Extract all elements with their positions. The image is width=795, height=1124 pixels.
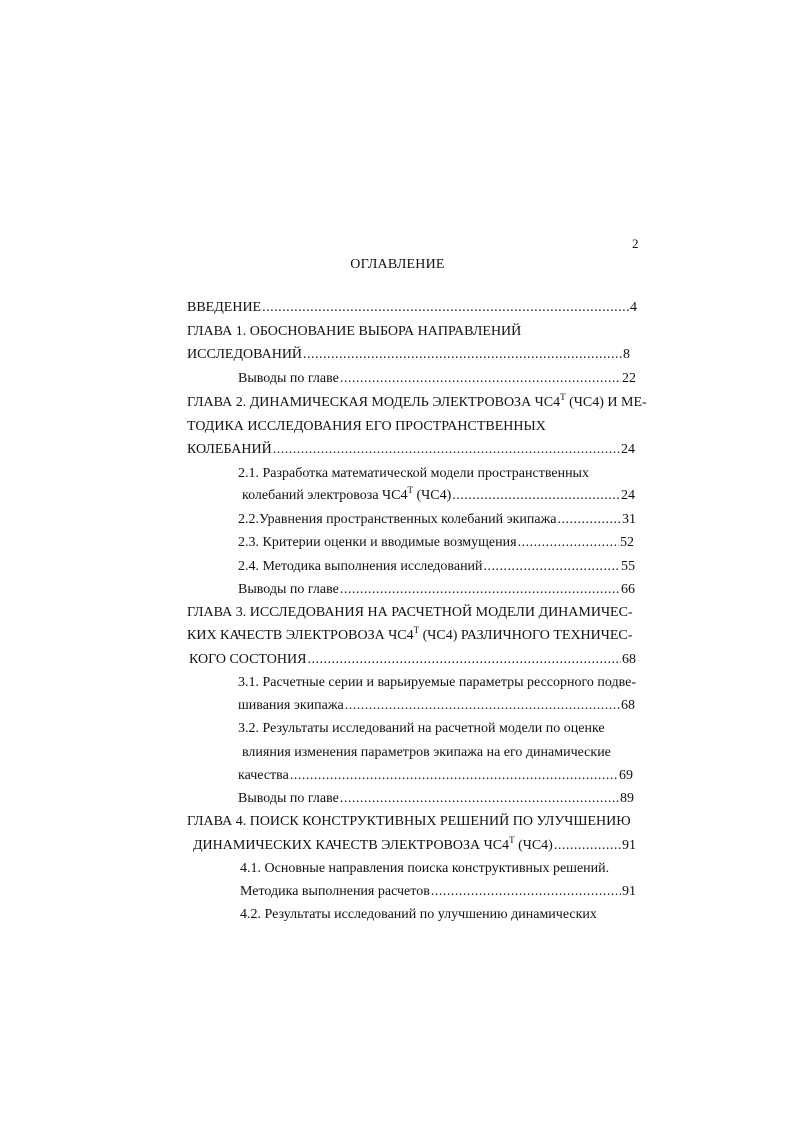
dot-leader (557, 512, 621, 528)
toc-entry-intro[interactable] (187, 300, 637, 316)
toc-section-2-1-line-1[interactable]: 2.1. Разработка математической модели пространственных (238, 466, 589, 481)
toc-entry-page: 66 (621, 582, 635, 597)
dot-leader (340, 791, 619, 807)
toc-entry-page: 68 (621, 698, 635, 713)
dot-leader (303, 347, 622, 363)
toc-section-2-3[interactable] (238, 535, 634, 551)
toc-chapter-1-line-1[interactable]: ГЛАВА 1. ОБОСНОВАНИЕ ВЫБОРА НАПРАВЛЕНИЙ (187, 324, 522, 339)
dot-leader (340, 582, 620, 598)
toc-section-3-2-line-1[interactable]: 3.2. Результаты исследований на расчетной модели по оценке (238, 721, 605, 736)
toc-section-2-2[interactable] (238, 512, 636, 528)
toc-entry-page: 22 (622, 371, 636, 386)
toc-chapter-2-line-2[interactable]: ТОДИКА ИССЛЕДОВАНИЯ ЕГО ПРОСТРАНСТВЕННЫХ (187, 419, 546, 434)
toc-chapter-2-conclusions[interactable] (238, 582, 635, 598)
toc-entry-label: ВВЕДЕНИЕ (187, 300, 262, 315)
toc-entry-page: 4 (630, 300, 637, 315)
dot-leader (340, 371, 621, 387)
dot-leader (452, 488, 620, 504)
toc-entry-label: колебаний электровоза $ЧС4^Т$ (ЧС4) (242, 485, 452, 503)
dot-leader (273, 442, 620, 458)
toc-entry-page: 31 (622, 512, 636, 527)
toc-entry-label: качества (238, 768, 289, 783)
toc-chapter-2-line-1[interactable]: ГЛАВА 2. ДИНАМИЧЕСКАЯ МОДЕЛЬ ЭЛЕКТРОВОЗА $ЧС4^Т$ (ЧС4) И МЕ- (187, 392, 647, 410)
toc-section-3-1-line-1[interactable]: 3.1. Расчетные серии и варьируемые параметры рессорного подве- (238, 675, 637, 690)
superscript-t: Т (413, 625, 420, 635)
superscript-t: Т (560, 392, 566, 402)
toc-section-3-2-line-2[interactable]: влияния изменения параметров экипажа на его динамические (242, 745, 611, 760)
toc-entry-page: 8 (623, 347, 630, 362)
toc-entry-page: 55 (621, 559, 635, 574)
dot-leader (290, 768, 618, 784)
toc-chapter-1-conclusions[interactable] (238, 371, 636, 387)
page-title: ОГЛАВЛЕНИЕ (350, 257, 445, 272)
toc-entry-page: 69 (619, 768, 633, 783)
toc-entry-label: Выводы по главе (238, 582, 339, 597)
toc-entry-page: 68 (622, 652, 636, 667)
toc-chapter-3-conclusions[interactable] (238, 791, 634, 807)
toc-entry-label: Выводы по главе (238, 791, 339, 806)
dot-leader (307, 652, 621, 668)
page-number: 2 (632, 236, 639, 251)
dot-leader (554, 838, 621, 854)
dot-leader (518, 535, 619, 551)
toc-entry-page: 91 (622, 838, 636, 853)
dot-leader (262, 300, 629, 316)
toc-entry-label: ИССЛЕДОВАНИЙ (187, 347, 303, 362)
toc-chapter-4[interactable] (193, 835, 636, 854)
superscript-t: Т (407, 485, 413, 495)
toc-entry-page: 89 (620, 791, 634, 806)
toc-chapter-2[interactable] (187, 442, 635, 458)
toc-entry-label: 2.4. Методика выполнения исследований (238, 559, 483, 574)
toc-entry-page: 52 (620, 535, 634, 550)
toc-entry-label: ДИНАМИЧЕСКИХ КАЧЕСТВ ЭЛЕКТРОВОЗА $ЧС4^Т$ (ЧС4) (193, 835, 553, 853)
toc-entry-page: 24 (621, 442, 635, 457)
toc-section-3-2[interactable] (238, 768, 633, 784)
toc-entry-page: 91 (622, 884, 636, 899)
superscript-t: Т (509, 835, 515, 845)
toc-entry-label: КОЛЕБАНИЙ (187, 442, 272, 457)
toc-entry-page: 24 (621, 488, 635, 503)
toc-chapter-1[interactable] (187, 347, 630, 363)
toc-chapter-3-line-2[interactable]: КИХ КАЧЕСТВ ЭЛЕКТРОВОЗА $ЧС4^Т$ (ЧС4) РАЗЛИЧНОГО ТЕХНИЧЕС- (187, 625, 633, 643)
toc-chapter-4-line-1[interactable]: ГЛАВА 4. ПОИСК КОНСТРУКТИВНЫХ РЕШЕНИЙ ПО УЛУЧШЕНИЮ (187, 814, 631, 829)
dot-leader (484, 559, 620, 575)
toc-section-4-1[interactable] (240, 884, 636, 900)
toc-section-4-1-line-1[interactable]: 4.1. Основные направления поиска конструктивных решений. (240, 861, 610, 876)
toc-entry-label: 2.3. Критерии оценки и вводимые возмущения (238, 535, 517, 550)
toc-section-2-1[interactable] (242, 485, 635, 504)
toc-entry-label: Методика выполнения расчетов (240, 884, 430, 899)
dot-leader (431, 884, 621, 900)
toc-section-4-2-line-1[interactable]: 4.2. Результаты исследований по улучшению динамических (240, 907, 597, 922)
dot-leader (345, 698, 620, 714)
toc-section-2-4[interactable] (238, 559, 635, 575)
toc-entry-label: Выводы по главе (238, 371, 339, 386)
toc-chapter-3-line-1[interactable]: ГЛАВА 3. ИССЛЕДОВАНИЯ НА РАСЧЕТНОЙ МОДЕЛИ ДИНАМИЧЕС- (187, 605, 633, 620)
toc-chapter-3[interactable] (189, 652, 636, 668)
toc-entry-label: 2.2.Уравнения пространственных колебаний экипажа (238, 512, 557, 527)
toc-entry-label: шивания экипажа (238, 698, 344, 713)
toc-entry-label: КОГО СОСТОНИЯ (189, 652, 307, 667)
toc-section-3-1[interactable] (238, 698, 635, 714)
